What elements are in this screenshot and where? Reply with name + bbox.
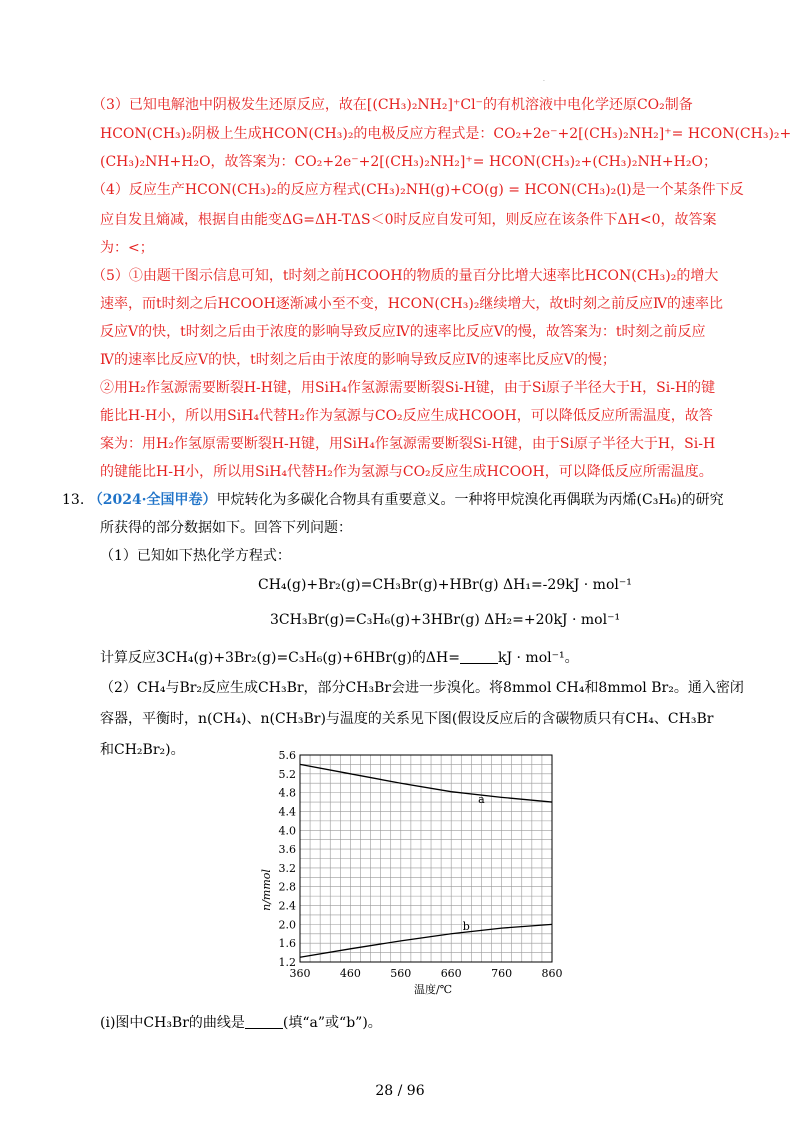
part5-line3: 反应Ⅴ的快，t时刻之后由于浓度的影响导致反应Ⅳ的速率比反应Ⅴ的慢，故答案为：t时刻之前反应 [100,324,706,340]
part5-line5: ②用H₂作氢源需要断裂H-H键，用SiH₄作氢源需要断裂Si-H键，由于Si原子半径大于H，Si-H的键 [100,380,716,396]
part4-line2: 应自发且熵减，根据自由能变ΔG=ΔH-TΔS＜0时反应自发可知，则反应在该条件下ΔH<0，故答案 [100,212,717,228]
subq-prefix: (i)图中CH₃Br的曲线是 [100,1015,245,1031]
calc-prefix: 计算反应3CH₄(g)+3Br₂(g)=C₃H₆(g)+6HBr(g)的ΔH= [100,650,460,666]
x-tick-label: 860 [541,967,563,980]
chart-series [300,764,552,957]
y-tick-label: 3.2 [278,861,296,875]
y-tick-label: 2.8 [278,880,296,894]
part5-line1: （5）①由题干图示信息可知，t时刻之前HCOOH的物质的量百分比增大速率比HCON(CH₃)₂的增大 [92,268,719,284]
x-tick-label: 460 [339,967,361,980]
y-tick-label: 3.6 [278,843,296,857]
part3-line1: （3）已知电解池中阴极发生还原反应，故在[(CH₃)₂NH₂]⁺Cl⁻的有机溶液中电化学还原CO₂制备 [92,97,693,113]
y-tick-label: 5.2 [278,767,296,781]
part4-line3: 为：<； [100,240,154,256]
y-tick-label: 5.6 [278,749,296,762]
sub2-line2: 容器，平衡时，n(CH₄)、n(CH₃Br)与温度的关系见下图(假设反应后的含碳物质只有CH₄、CH₃Br [100,711,714,727]
y-tick-label: 2.4 [278,899,296,913]
y-tick-label: 4.0 [278,824,296,838]
series-label-a: a [478,793,485,807]
calc-line [100,648,800,668]
answer-blank-dh[interactable] [460,649,498,664]
chart-grid [300,755,552,962]
x-tick-label: 760 [491,967,513,980]
subq-suffix: (填“a”或“b”)。 [282,1015,382,1031]
question-intro-line1: 甲烷转化为多碳化合物具有重要意义。一种将甲烷溴化再偶联为丙烯(C₃H₆)的研究 [216,492,724,508]
answer-blank-curve[interactable] [245,1014,283,1029]
question-source: （2024·全国甲卷） [88,492,217,508]
n-vs-temperature-chart [255,745,575,1000]
y-tick-label: 1.2 [278,956,296,969]
y-axis-label: n/mmol [260,869,273,911]
y-tick-label: 4.8 [278,786,296,800]
y-tick-label: 2.0 [278,918,296,932]
sub2-line3: 和CH₂Br₂)。 [100,742,185,758]
speck: · [543,78,545,85]
part4-line1: （4）反应生产HCON(CH₃)₂的反应方程式(CH₃)₂NH(g)+CO(g) = HCON(CH₃)₂(l)是一个某条件下反 [92,182,744,198]
part5-line8: 的键能比H-H小，所以用SiH₄代替H₂作为氢源与CO₂反应生成HCOOH，可以降低反应所需温度。 [100,464,713,480]
question-intro-line2: 所获得的部分数据如下。回答下列问题： [100,520,352,536]
part5-line7: 案为：用H₂作氢原需要断裂H-H键，用SiH₄作氢源需要断裂Si-H键，由于Si原子半径大于H，Si-H [100,436,716,452]
series-label-b: b [462,920,470,934]
sub2-line1: （2）CH₄与Br₂反应生成CH₃Br，部分CH₃Br会进一步溴化。将8mmol CH₄和8mmol Br₂。通入密闭 [100,680,744,696]
equation-1: CH₄(g)+Br₂(g)=CH₃Br(g)+HBr(g) ΔH₁=-29kJ · mol⁻¹ [258,577,632,593]
question-number: 13. [62,492,85,508]
part3-line2: HCON(CH₃)₂阴极上生成HCON(CH₃)₂的电极反应方程式是：CO₂+2e⁻+2[(CH₃)₂NH₂]⁺= HCON(CH₃)₂+ [100,126,792,142]
x-tick-label: 560 [390,967,412,980]
part3-line3: (CH₃)₂NH+H₂O，故答案为：CO₂+2e⁻+2[(CH₃)₂NH₂]⁺= HCON(CH₃)₂+(CH₃)₂NH+H₂O； [100,154,717,170]
chart-axes [279,749,563,980]
equation-2: 3CH₃Br(g)=C₃H₆(g)+3HBr(g) ΔH₂=+20kJ · mol⁻¹ [270,612,621,628]
page-number: 28 / 96 [375,1083,425,1099]
calc-suffix: kJ · mol⁻¹。 [497,650,579,666]
sub1-title: （1）已知如下热化学方程式： [100,548,291,564]
x-tick-label: 660 [440,967,462,980]
subq-line [100,1013,800,1033]
part5-line6: 能比H-H小，所以用SiH₄代替H₂作为氢源与CO₂反应生成HCOOH，可以降低反应所需温度，故答 [100,408,713,424]
question-13 [62,490,800,510]
x-tick-label: 360 [289,967,311,980]
part5-line4: Ⅳ的速率比反应Ⅴ的快，t时刻之后由于浓度的影响导致反应Ⅳ的速率比反应Ⅴ的慢； [100,352,616,368]
y-tick-label: 1.6 [278,937,296,951]
y-tick-label: 4.4 [278,805,296,819]
part5-line2: 速率，而t时刻之后HCOOH逐渐减小至不变，HCON(CH₃)₂继续增大，故t时刻之前反应Ⅳ的速率比 [100,296,724,312]
x-axis-label: 温度/℃ [413,983,453,996]
